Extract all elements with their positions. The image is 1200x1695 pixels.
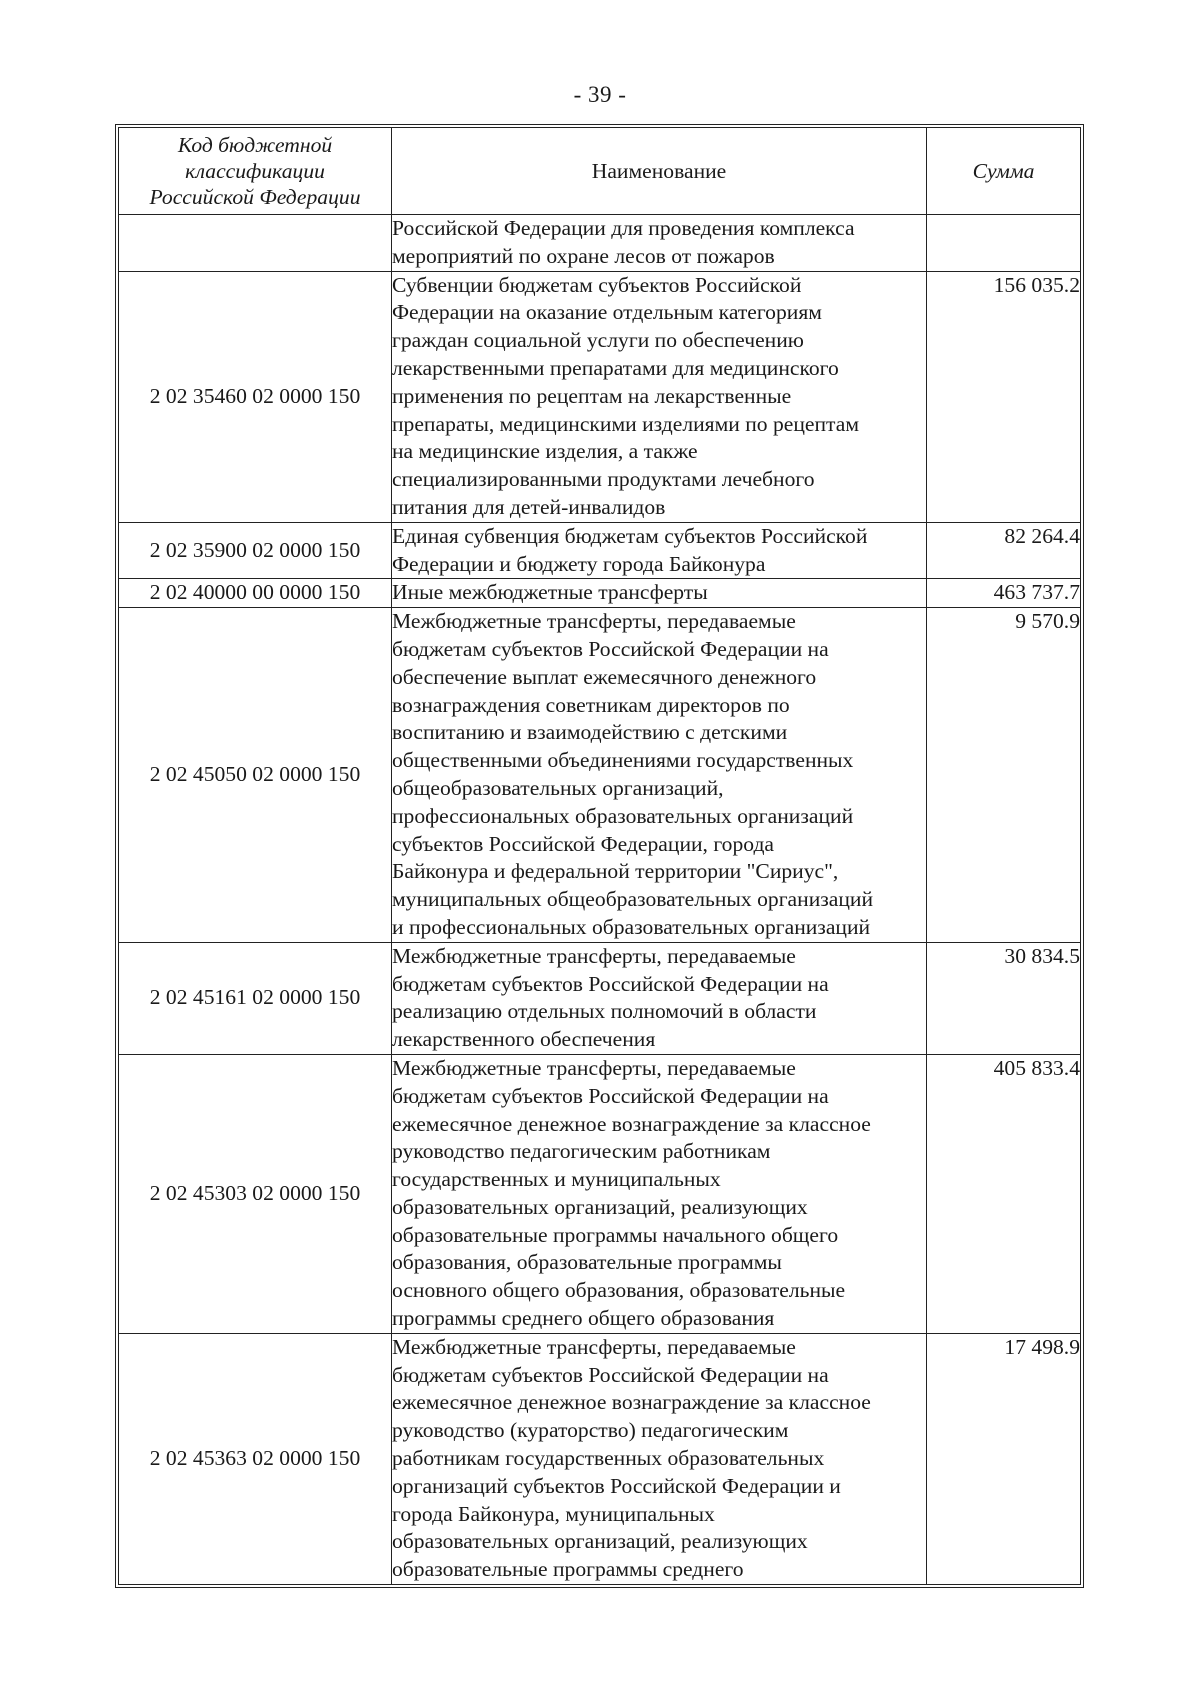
item-name-line: программы среднего общего образования — [392, 1306, 775, 1331]
item-name-line: мероприятий по охране лесов от пожаров — [392, 243, 775, 268]
budget-code-cell — [119, 215, 392, 272]
table-row — [119, 1333, 1081, 1584]
table-row — [119, 1054, 1081, 1333]
item-name-line: Субвенции бюджетам субъектов Российской — [392, 272, 802, 297]
amount-cell — [927, 215, 1081, 272]
header-code-line: Код бюджетной — [177, 133, 333, 157]
item-name-line: специализированными продуктами лечебного — [392, 467, 815, 492]
budget-code-cell: 2 02 45363 02 0000 150 — [119, 1333, 392, 1584]
item-name-line: работникам государственных образовательных — [392, 1446, 825, 1471]
budget-code-cell: 2 02 45303 02 0000 150 — [119, 1054, 392, 1333]
item-name-line: города Байконура, муниципальных — [392, 1501, 715, 1526]
table-row — [119, 522, 1081, 579]
item-name-cell — [392, 608, 927, 943]
amount-cell: 463 737.7 — [927, 579, 1081, 608]
item-name-line: организаций субъектов Российской Федерации и — [392, 1473, 841, 1498]
item-name-line: бюджетам субъектов Российской Федерации на — [392, 1083, 829, 1108]
budget-code-cell: 2 02 45161 02 0000 150 — [119, 942, 392, 1054]
item-name-cell — [392, 1054, 927, 1333]
item-name-line: государственных и муниципальных — [392, 1167, 721, 1192]
item-name-line: Байконура и федеральной территории "Сириус", — [392, 859, 839, 884]
item-name-line: обеспечение выплат ежемесячного денежного — [392, 664, 817, 689]
table-row — [119, 215, 1081, 272]
item-name-line: лекарственными препаратами для медицинского — [392, 355, 839, 380]
item-name-cell — [392, 215, 927, 272]
item-name-line: общеобразовательных организаций, — [392, 775, 724, 800]
item-name-line: применения по рецептам на лекарственные — [392, 383, 792, 408]
item-name-line: бюджетам субъектов Российской Федерации на — [392, 971, 829, 996]
item-name-line: Российской Федерации для проведения комплекса — [392, 216, 855, 240]
budget-code-cell: 2 02 40000 00 0000 150 — [119, 579, 392, 608]
item-name-line: реализацию отдельных полномочий в области — [392, 999, 817, 1024]
amount-cell: 405 833.4 — [927, 1054, 1081, 1333]
item-name-line: на медицинские изделия, а также — [392, 439, 698, 464]
item-name-line: препараты, медицинскими изделиями по рецептам — [392, 411, 859, 436]
item-name-line: граждан социальной услуги по обеспечению — [392, 328, 804, 353]
item-name-line: и профессиональных образовательных организаций — [392, 914, 871, 939]
budget-code-cell: 2 02 35900 02 0000 150 — [119, 522, 392, 579]
item-name-line: Федерации на оказание отдельным категориям — [392, 300, 822, 325]
item-name-line: Межбюджетные трансферты, передаваемые — [392, 1334, 796, 1359]
item-name-line: руководство (кураторство) педагогическим — [392, 1418, 789, 1443]
budget-table — [118, 127, 1081, 1585]
item-name-line: питания для детей-инвалидов — [392, 494, 666, 519]
budget-code-cell: 2 02 35460 02 0000 150 — [119, 271, 392, 522]
item-name-line: ежемесячное денежное вознаграждение за классное — [392, 1390, 871, 1415]
header-code-line: Российской Федерации — [149, 185, 361, 209]
item-name-line: бюджетам субъектов Российской Федерации на — [392, 636, 829, 661]
item-name-line: Межбюджетные трансферты, передаваемые — [392, 1055, 796, 1080]
amount-cell: 17 498.9 — [927, 1333, 1081, 1584]
header-code-line: классификации — [185, 159, 325, 183]
amount-cell: 82 264.4 — [927, 522, 1081, 579]
amount-cell: 30 834.5 — [927, 942, 1081, 1054]
item-name-line: воспитанию и взаимодействию с детскими — [392, 720, 788, 745]
item-name-line: образовательных организаций, реализующих — [392, 1529, 808, 1554]
header-name: Наименование — [392, 128, 927, 215]
item-name-cell — [392, 579, 927, 608]
item-name-line: образовательные программы начального общего — [392, 1222, 839, 1247]
item-name-line: основного общего образования, образовательные — [392, 1278, 846, 1303]
item-name-line: образовательные программы среднего — [392, 1557, 744, 1582]
item-name-line: ежемесячное денежное вознаграждение за классное — [392, 1111, 871, 1136]
item-name-line: Федерации и бюджету города Байконура — [392, 551, 766, 576]
item-name-cell — [392, 942, 927, 1054]
table-row — [119, 271, 1081, 522]
budget-code-cell: 2 02 45050 02 0000 150 — [119, 608, 392, 943]
item-name-line: образования, образовательные программы — [392, 1250, 782, 1275]
item-name-line: профессиональных образовательных организаций — [392, 803, 854, 828]
amount-cell: 9 570.9 — [927, 608, 1081, 943]
table-row — [119, 942, 1081, 1054]
item-name-line: лекарственного обеспечения — [392, 1027, 656, 1052]
item-name-line: руководство педагогическим работникам — [392, 1139, 771, 1164]
table-header-row — [119, 128, 1081, 215]
item-name-line: муниципальных общеобразовательных организаций — [392, 887, 874, 912]
table-row — [119, 579, 1081, 608]
item-name-line: вознаграждения советникам директоров по — [392, 692, 790, 717]
table-row — [119, 608, 1081, 943]
item-name-cell — [392, 522, 927, 579]
item-name-cell — [392, 1333, 927, 1584]
item-name-line: образовательных организаций, реализующих — [392, 1194, 808, 1219]
amount-cell: 156 035.2 — [927, 271, 1081, 522]
item-name-line: Межбюджетные трансферты, передаваемые — [392, 609, 796, 634]
item-name-line: Иные межбюджетные трансферты — [392, 580, 708, 605]
item-name-line: субъектов Российской Федерации, города — [392, 831, 775, 856]
header-code — [119, 128, 392, 215]
item-name-cell — [392, 271, 927, 522]
item-name-line: бюджетам субъектов Российской Федерации на — [392, 1362, 829, 1387]
item-name-line: Единая субвенция бюджетам субъектов Российской — [392, 523, 868, 548]
page-number: - 39 - — [573, 82, 627, 107]
item-name-line: общественными объединениями государственных — [392, 748, 854, 773]
header-sum: Сумма — [927, 128, 1081, 215]
item-name-line: Межбюджетные трансферты, передаваемые — [392, 943, 796, 968]
